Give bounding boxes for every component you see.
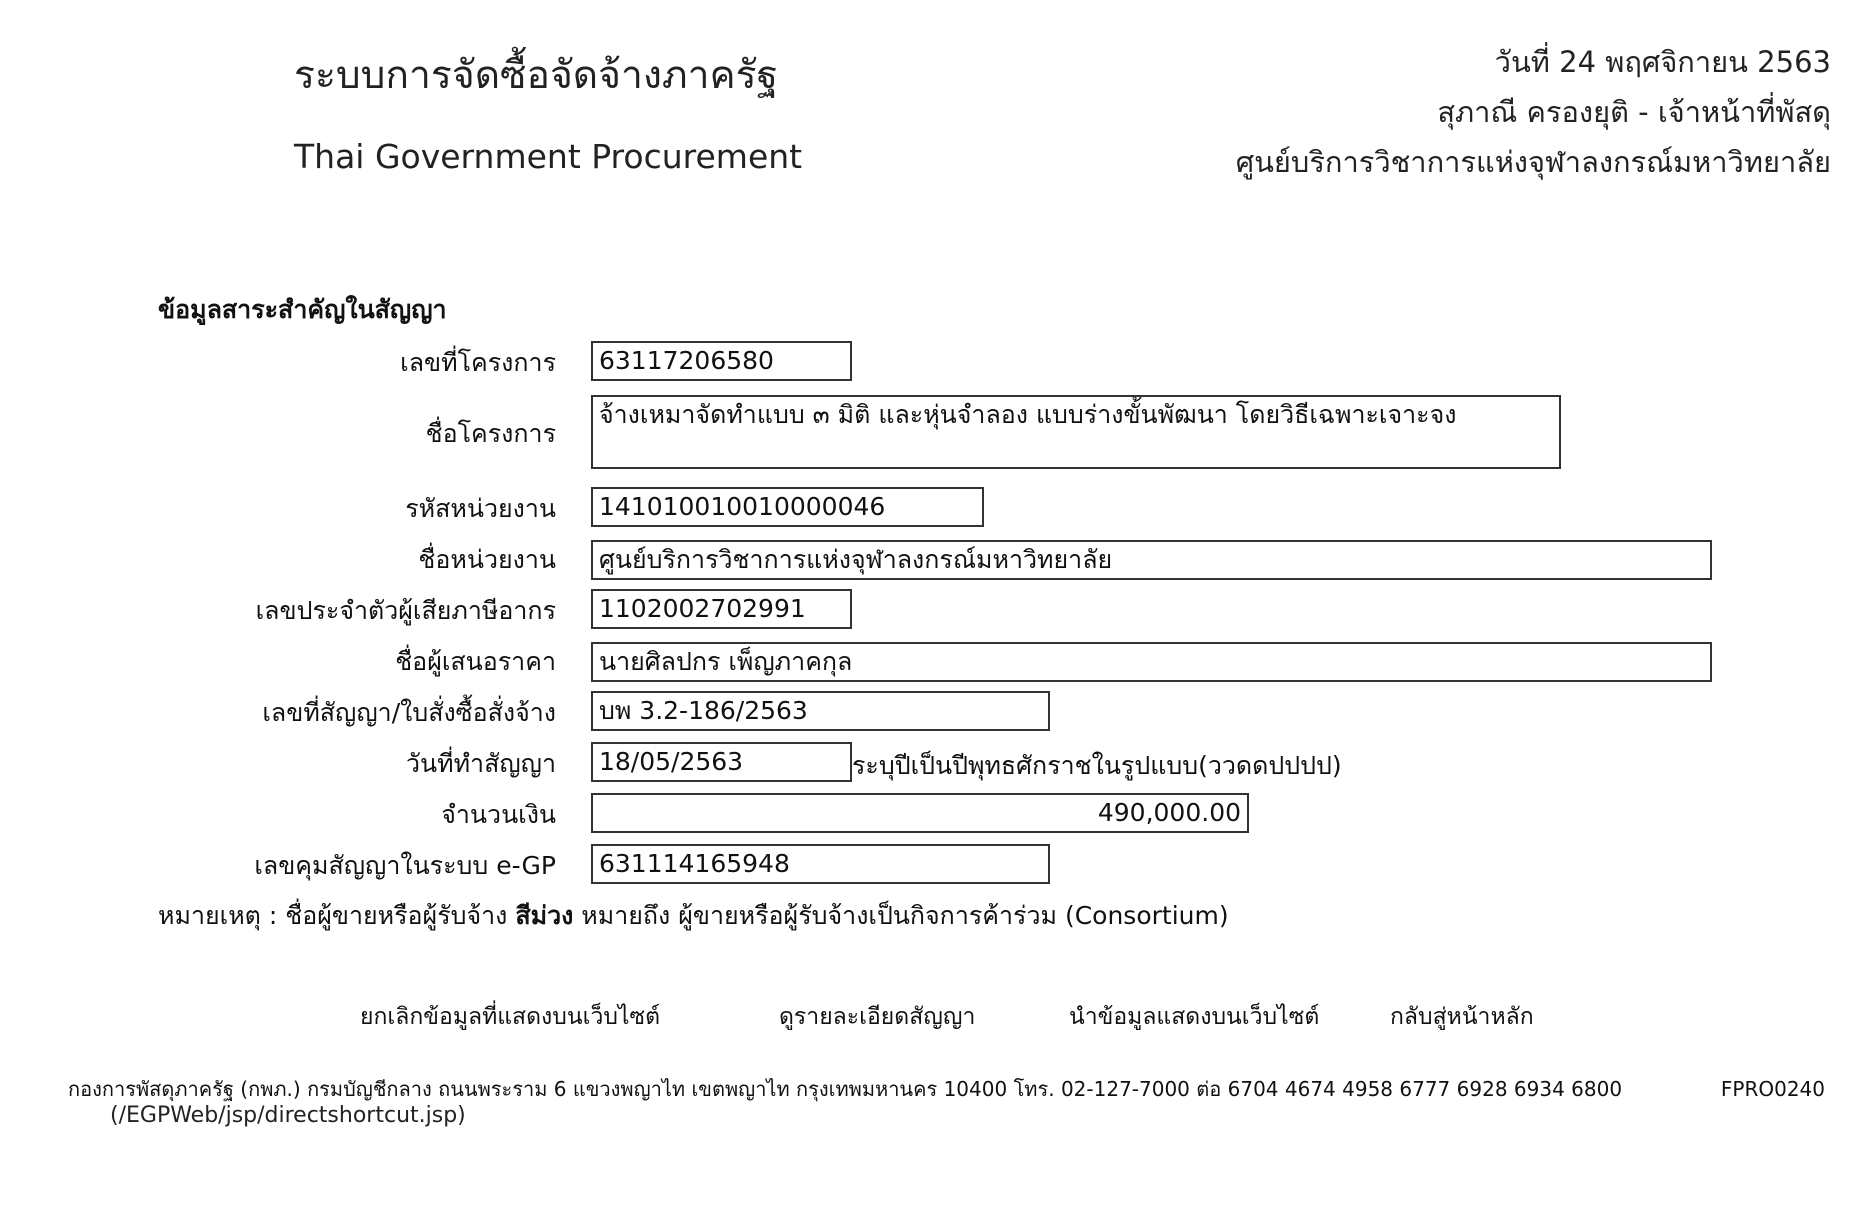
consortium-note xyxy=(158,898,1229,934)
contract-date-field[interactable]: 18/05/2563 xyxy=(591,742,852,782)
note-prefix: หมายเหตุ : ชื่อผู้ขายหรือผู้รับจ้าง xyxy=(158,901,516,930)
unit-code-field[interactable]: 141010010010000046 xyxy=(591,487,984,527)
bidder-name-label: ชื่อผู้เสนอราคา xyxy=(395,647,556,676)
amount-label: จำนวนเงิน xyxy=(441,800,556,829)
unit-code-label: รหัสหน่วยงาน xyxy=(405,494,556,523)
project-name-label: ชื่อโครงการ xyxy=(425,419,556,448)
amount-field[interactable]: 490,000.00 xyxy=(591,793,1249,833)
cancel-publish-link[interactable]: ยกเลิกข้อมูลที่แสดงบนเว็บไซต์ xyxy=(360,1004,661,1030)
footer-page-code: FPRO0240 xyxy=(1720,1077,1825,1101)
system-name-thai: ระบบการจัดซื้อจัดจ้างภาครัฐ xyxy=(294,53,779,98)
egp-no-field[interactable]: 631114165948 xyxy=(591,844,1050,884)
project-no-field[interactable]: 63117206580 xyxy=(591,341,852,381)
contract-date-label: วันที่ทำสัญญา xyxy=(405,749,556,778)
publish-to-website-link[interactable]: นำข้อมูลแสดงบนเว็บไซต์ xyxy=(1069,1004,1320,1030)
project-no-label: เลขที่โครงการ xyxy=(400,348,556,377)
header-organization: ศูนย์บริการวิชาการแห่งจุฬาลงกรณ์มหาวิทยาลัย xyxy=(1235,145,1831,179)
unit-name-field[interactable]: ศูนย์บริการวิชาการแห่งจุฬาลงกรณ์มหาวิทยาลัย xyxy=(591,540,1712,580)
contract-date-hint: ระบุปีเป็นปีพุทธศักราชในรูปแบบ(วว​ดดปปปป) xyxy=(852,751,1342,780)
footer-url: (/EGPWeb/jsp/directshortcut.jsp) xyxy=(110,1103,466,1128)
back-to-home-link[interactable]: กลับสู่หน้าหลัก xyxy=(1390,1004,1534,1030)
tax-id-label: เลขประจำตัวผู้เสียภาษีอากร xyxy=(255,596,556,625)
header-user: สุภาณี ครองยุติ - เจ้าหน้าที่พัสดุ xyxy=(1437,95,1831,129)
tax-id-field[interactable]: 1102002702991 xyxy=(591,589,852,629)
note-highlight: สีม่วง xyxy=(515,901,574,930)
note-suffix: หมายถึง ผู้ขายหรือผู้รับจ้างเป็นกิจการค้าร่วม (Consortium) xyxy=(573,901,1229,930)
contract-no-field[interactable]: บพ 3.2-186/2563 xyxy=(591,691,1050,731)
footer-address: กองการพัสดุภาครัฐ (กพภ.) กรมบัญชีกลาง ถนนพระราม 6 แขวงพญาไท เขตพญาไท กรุงเทพมหานคร 10400 โทร. 02-127-7000 ต่อ 6704 4674 4958 6777 6928 6934 6800 xyxy=(68,1077,1623,1101)
bidder-name-field[interactable]: นายศิลปกร เพ็ญภาคกุล xyxy=(591,642,1712,682)
view-contract-detail-link[interactable]: ดูรายละเอียดสัญญา xyxy=(779,1004,976,1030)
project-name-field[interactable]: จ้างเหมาจัดทำแบบ ๓ มิติ และหุ่นจำลอง แบบร่างขั้นพัฒนา โดยวิธีเฉพาะเจาะจง xyxy=(591,395,1561,469)
header-date: วันที่ 24 พฤศจิกายน 2563 xyxy=(1494,45,1831,79)
egp-no-label: เลขคุมสัญญาในระบบ e-GP xyxy=(254,851,556,880)
system-name-english: Thai Government Procurement xyxy=(294,137,803,176)
section-title: ข้อมูลสาระสำคัญในสัญญา xyxy=(158,295,447,324)
unit-name-label: ชื่อหน่วยงาน xyxy=(418,545,556,574)
contract-no-label: เลขที่สัญญา/ใบสั่งซื้อสั่งจ้าง xyxy=(262,698,556,727)
